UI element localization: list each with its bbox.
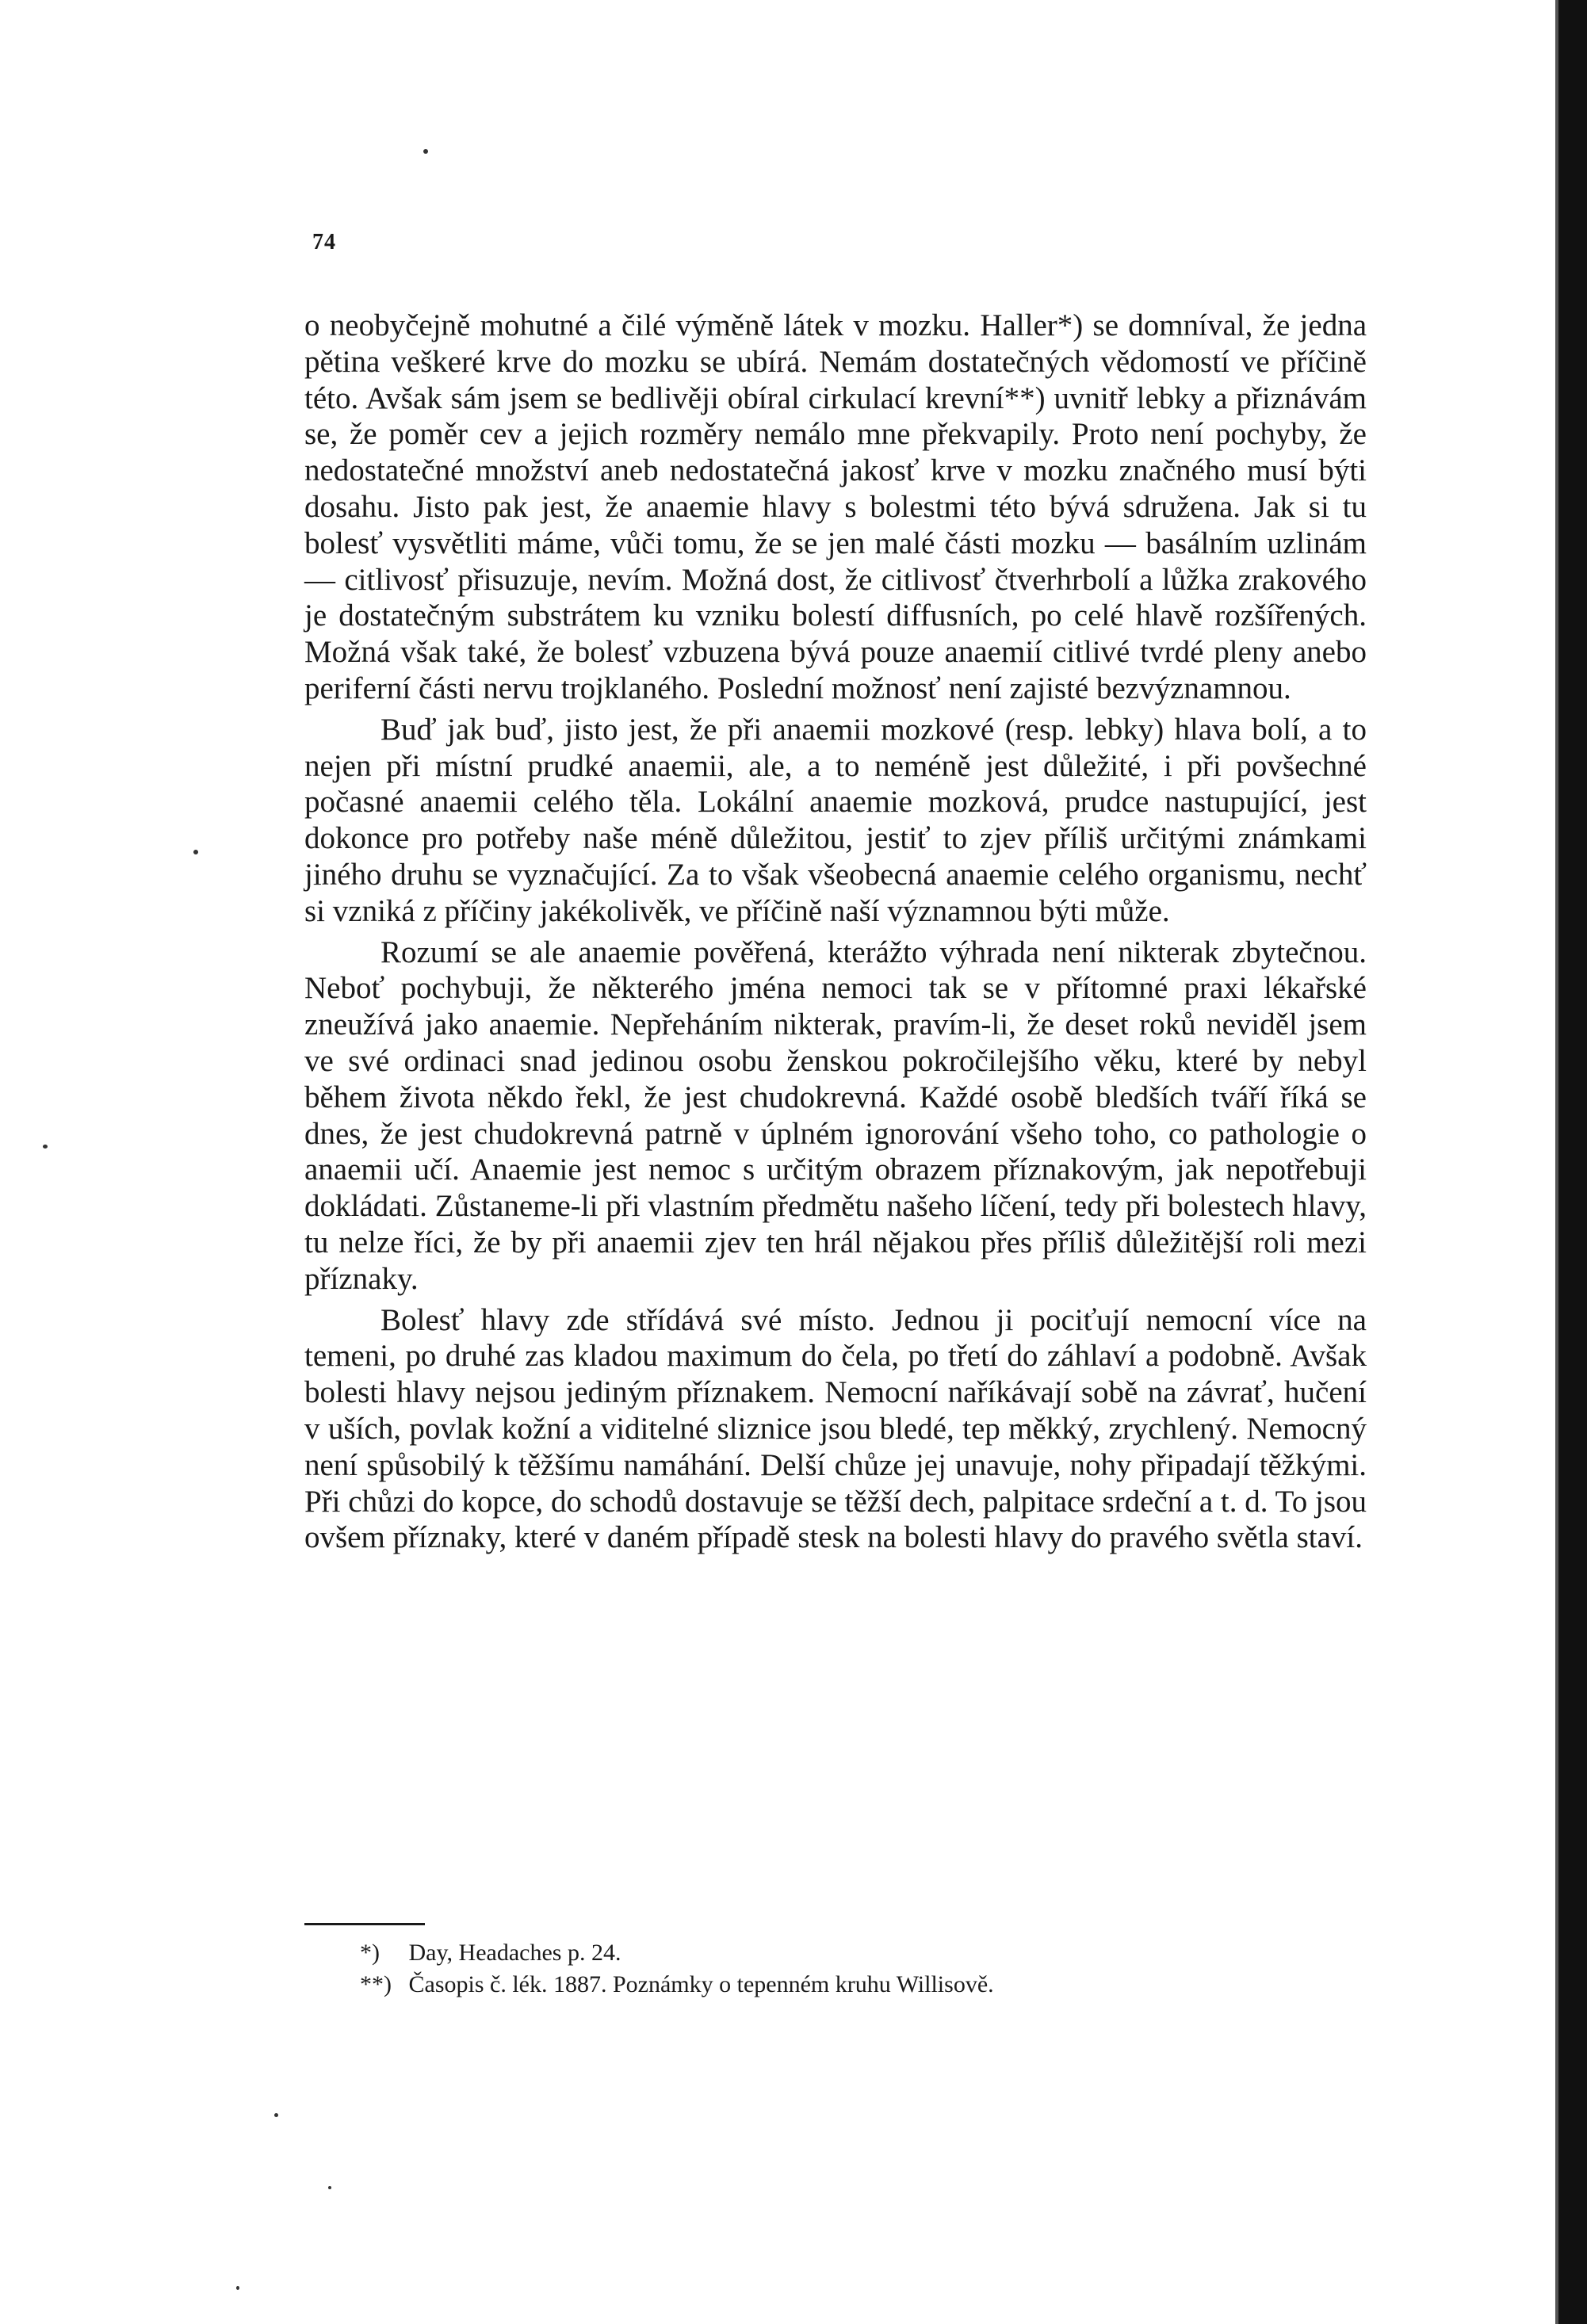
scan-speck — [43, 1145, 48, 1149]
footnote-2 — [360, 1969, 1343, 2001]
paragraph-1: o neobyčejně mohutné a čilé výměně látek v mozku. Haller*) se domníval, že jedna pětina veškeré krve do mozku se ubírá. Nemám dostatečných vědomostí ve příčině této. Avšak sám jsem se bedlivěji obíral cirkulací krevní**) uvnitř lebky a přiznávám se, že poměr cev a jejich rozměry nemálo mne překvapily. Proto není pochyby, že nedostatečné množství aneb nedostatečná jakosť krve v mozku značného musí býti dosahu. Jisto pak jest, že anaemie hlavy s bolestmi této bývá sdružena. Jak si tu bolesť vysvětliti máme, vůči tomu, že se jen malé části mozku — basálním uzlinám — citlivosť přisuzuje, nevím. Možná dost, že citlivosť čtverhrbolí a lůžka zrakového je dostatečným substrátem ku vzniku bolestí diffusních, po celé hlavě rozšířených. Možná však také, že bolesť vzbuzena bývá pouze anaemií citlivé tvrdé pleny anebo periferní části nervu trojklaného. Poslední možnosť není zajisté bezvýznamnou. — [304, 308, 1367, 705]
scan-speck — [236, 2286, 239, 2290]
footnote-2-text: Časopis č. lék. 1887. Poznámky o tepenném kruhu Willisově. — [408, 1971, 994, 1997]
scan-speck — [328, 2186, 331, 2189]
footnote-1-mark: *) — [360, 1940, 380, 1966]
footnote-2-mark: **) — [360, 1971, 392, 1997]
paragraph-3: Rozumí se ale anaemie pověřená, kterážto výhrada není nikterak zbytečnou. Neboť pochybuji, že některého jména nemoci tak se v přítomné praxi lékařské zneužívá jako anaemie. Nepřeháním nikterak, pravím-li, že deset roků neviděl jsem ve své ordinaci snad jedinou osobu ženskou pokročilejšího věku, které by nebyl během života někdo řekl, že jest chudokrevná. Každé osobě bledších tváří říká se dnes, že jest chudokrevná patrně v úplném ignorování všeho toho, co pathologie o anaemii učí. Anaemie jest nemoc s určitým obrazem příznakovým, jak nepotřebuji dokládati. Zůstaneme-li při vlastním předmětu našeho líčení, tedy při bolestech hlavy, tu nelze říci, že by při anaemii zjev ten hrál nějakou přes příliš důležitější roli mezi příznaky. — [304, 935, 1367, 1296]
scan-border — [1558, 0, 1587, 2324]
footnote-1-text: Day, Headaches p. 24. — [408, 1940, 621, 1966]
main-text — [304, 308, 1367, 1556]
scan-speck — [193, 850, 198, 854]
footnotes — [360, 1937, 1343, 2001]
paragraph-4: Bolesť hlavy zde střídává své místo. Jednou ji pociťují nemocní více na temeni, po druhé zas kladou maximum do čela, po třetí do záhlaví a podobně. Avšak bolesti hlavy nejsou jediným příznakem. Nemocní naříkávají sobě na závrať, hučení v uších, povlak kožní a viditelné sliznice jsou bledé, tep měkký, zrychlený. Nemocný není spůsobilý k těžšímu namáhání. Delší chůze jej unavuje, nohy připadají těžkými. Při chůzi do kopce, do schodů dostavuje se těžší dech, palpitace srdeční a t. d. To jsou ovšem příznaky, které v daném případě stesk na bolesti hlavy do pravého světla staví. — [304, 1302, 1367, 1555]
page-number: 74 — [312, 230, 336, 254]
footnote-divider — [304, 1923, 425, 1925]
scan-speck — [423, 149, 428, 154]
paragraph-2: Buď jak buď, jisto jest, že při anaemii mozkové (resp. lebky) hlava bolí, a to nejen při místní prudké anaemii, ale, a to neméně jest důležité, i při povšechné počasné anaemii celého těla. Lokální anaemie mozková, prudce nastupující, jest dokonce pro potřeby naše méně důležitou, jestiť to zjev příliš určitými známkami jiného druhu se vyznačující. Za to však všeobecná anaemie celého organismu, nechť si vzniká z příčiny jakékolivěk, ve příčině naší významnou býti může. — [304, 712, 1367, 928]
footnote-1 — [360, 1937, 1343, 1969]
scan-speck — [274, 2113, 278, 2117]
